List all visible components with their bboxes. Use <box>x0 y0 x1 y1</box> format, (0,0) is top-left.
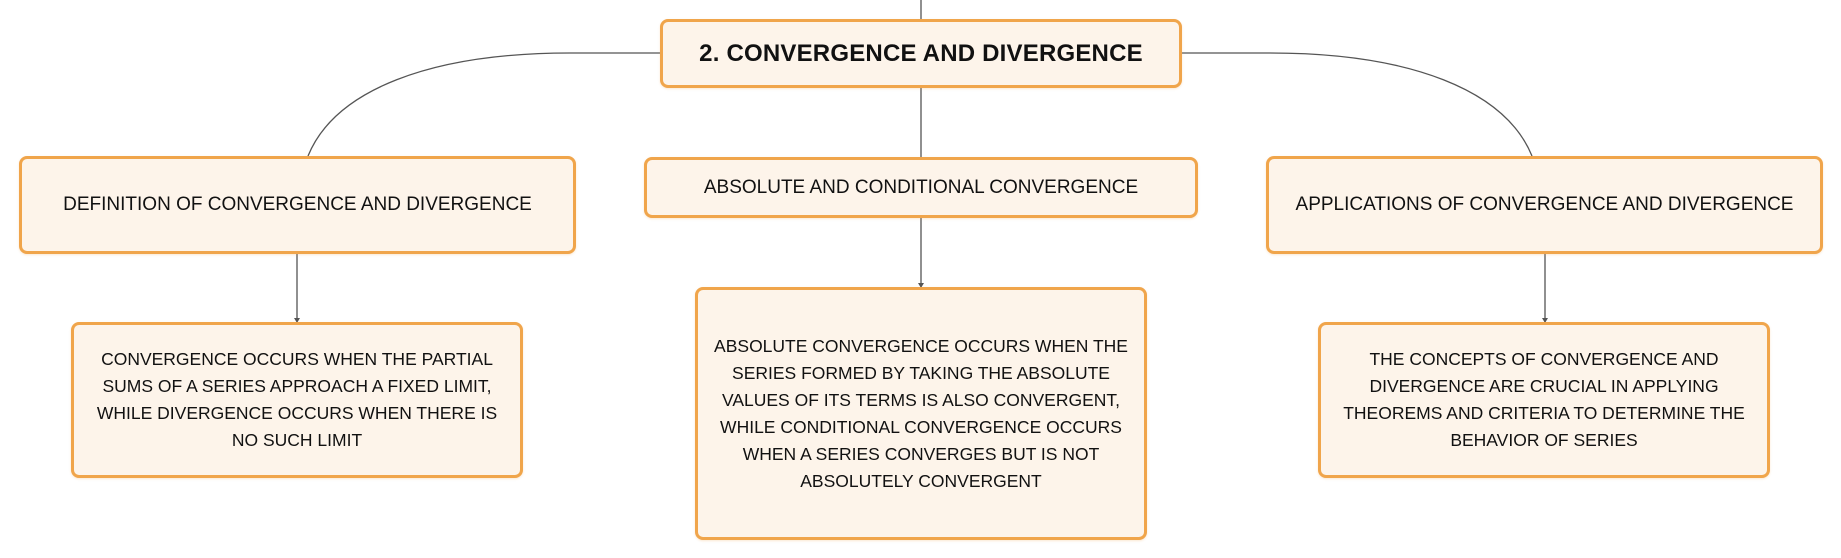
branch-node-applications[interactable] <box>1266 156 1823 254</box>
branch-node-absolute-conditional-label: ABSOLUTE AND CONDITIONAL CONVERGENCE <box>703 176 1139 198</box>
connector-root-to-branch-left <box>308 53 662 156</box>
root-node-label: 2. CONVERGENCE AND DIVERGENCE <box>699 39 1143 67</box>
branch-node-definition[interactable] <box>19 156 576 254</box>
detail-node-definition-text: CONVERGENCE OCCURS WHEN THE PARTIAL SUMS OF A SERIES APPROACH A FIXED LIMIT, WHILE DIVERGENCE OCCURS WHEN THERE IS NO SUCH LIMIT <box>96 349 498 450</box>
detail-node-applications[interactable] <box>1318 322 1770 478</box>
branch-node-absolute-conditional[interactable] <box>644 157 1198 218</box>
branch-node-definition-label: DEFINITION OF CONVERGENCE AND DIVERGENCE <box>63 194 532 215</box>
detail-node-absolute-conditional[interactable] <box>695 287 1147 540</box>
connector-root-to-branch-right <box>1180 53 1532 156</box>
branch-node-applications-label: APPLICATIONS OF CONVERGENCE AND DIVERGENCE <box>1295 194 1794 215</box>
detail-node-applications-text: THE CONCEPTS OF CONVERGENCE AND DIVERGENCE ARE CRUCIAL IN APPLYING THEOREMS AND CRITERIA TO DETERMINE THE BEHAVIOR OF SERIES <box>1343 349 1745 450</box>
detail-node-definition[interactable] <box>71 322 523 478</box>
root-node[interactable] <box>660 19 1182 88</box>
detail-node-absolute-conditional-text: ABSOLUTE CONVERGENCE OCCURS WHEN THE SERIES FORMED BY TAKING THE ABSOLUTE VALUES OF ITS TERMS IS ALSO CONVERGENT, WHILE CONDITIONAL CONVERGENCE OCCURS WHEN A SERIES CONVERGES BUT IS NOT ABSOLUTELY CONVERGENT <box>714 335 1128 491</box>
